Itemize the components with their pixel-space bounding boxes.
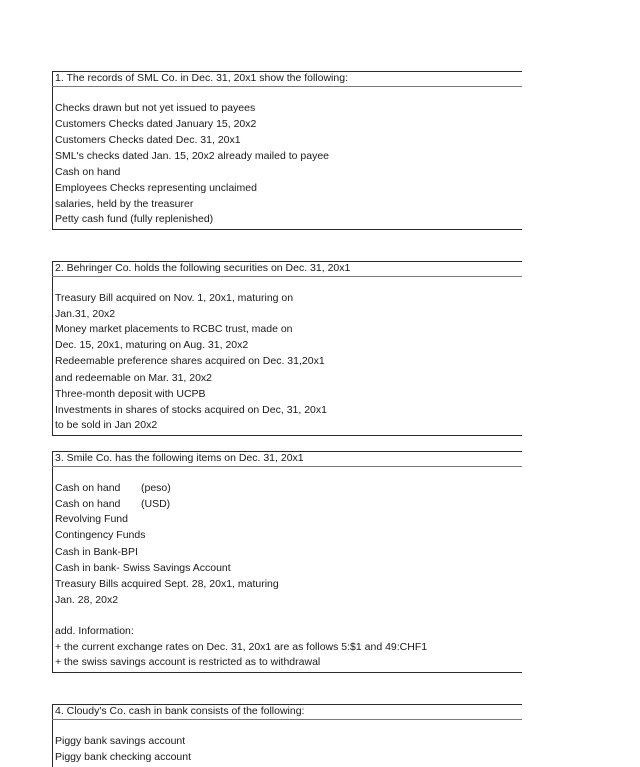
section-2-title-rule — [52, 276, 522, 277]
section-1-item: Customers Checks dated January 15, 20x2 — [55, 118, 257, 130]
section-3-item: Cash in bank- Swiss Savings Account — [55, 562, 231, 574]
section-1-item: Customers Checks dated Dec. 31, 20x1 — [55, 134, 241, 146]
section-4-title: 4. Cloudy's Co. cash in bank consists of the following: — [55, 705, 305, 717]
section-1-item: Petty cash fund (fully replenished) — [55, 213, 214, 225]
section-1-item: SML's checks dated Jan. 15, 20x2 already mailed to payee — [55, 150, 329, 162]
section-1-title-rule — [52, 86, 522, 87]
cash-on-hand-peso-currency: (peso) — [141, 482, 171, 494]
section-1-left-border — [52, 71, 53, 229]
section-2-bottom-rule — [52, 435, 522, 436]
section-1-item: Cash on hand — [55, 166, 121, 178]
section-2-item: Three-month deposit with UCPB — [55, 388, 206, 400]
section-2-item: Redeemable preference shares acquired on Dec. 31,20x1 — [55, 355, 325, 367]
section-2-item: Dec. 15, 20x1, maturing on Aug. 31, 20x2 — [55, 339, 249, 351]
section-2-left-border — [52, 261, 53, 436]
additional-information-item: + the swiss savings account is restricted as to withdrawal — [55, 656, 321, 668]
section-3-item: Jan. 28, 20x2 — [55, 594, 119, 606]
section-3-bottom-rule — [52, 672, 522, 673]
section-2-item: Treasury Bill acquired on Nov. 1, 20x1, maturing on — [55, 292, 294, 304]
section-1-item: Employees Checks representing unclaimed — [55, 182, 257, 194]
section-2-item: Money market placements to RCBC trust, made on — [55, 323, 293, 335]
section-3-title: 3. Smile Co. has the following items on Dec. 31, 20x1 — [55, 452, 304, 464]
section-3-left-border — [52, 451, 53, 673]
section-1-item: salaries, held by the treasurer — [55, 198, 194, 210]
section-1-bottom-rule — [52, 229, 522, 230]
cash-on-hand-usd-currency: (USD) — [141, 498, 171, 510]
cash-on-hand-peso-label: Cash on hand — [55, 482, 121, 494]
section-2-title: 2. Behringer Co. holds the following securities on Dec. 31, 20x1 — [55, 262, 351, 274]
section-4-title-rule — [52, 719, 522, 720]
cash-on-hand-usd-label: Cash on hand — [55, 498, 121, 510]
section-3-item: Treasury Bills acquired Sept. 28, 20x1, maturing — [55, 578, 279, 590]
section-4-left-border — [52, 704, 53, 767]
section-3-item: Cash in Bank-BPI — [55, 546, 138, 558]
section-2-item: Investments in shares of stocks acquired on Dec, 31, 20x1 — [55, 404, 327, 416]
additional-information-item: + the current exchange rates on Dec. 31, 20x1 are as follows 5:$1 and 49:CHF1 — [55, 641, 428, 653]
section-3-item: Revolving Fund — [55, 513, 128, 525]
section-1-item: Checks drawn but not yet issued to payees — [55, 102, 256, 114]
section-4-item: Piggy bank checking account — [55, 751, 192, 763]
section-4-item: Piggy bank savings account — [55, 735, 186, 747]
additional-information-heading: add. Information: — [55, 625, 134, 637]
section-2-item: Jan.31, 20x2 — [55, 308, 116, 320]
section-1-title: 1. The records of SML Co. in Dec. 31, 20x1 show the following: — [55, 72, 348, 84]
section-2-item: and redeemable on Mar. 31, 20x2 — [55, 372, 213, 384]
section-3-title-rule — [52, 466, 522, 467]
section-3-item: Contingency Funds — [55, 529, 146, 541]
section-2-item: to be sold in Jan 20x2 — [55, 419, 158, 431]
